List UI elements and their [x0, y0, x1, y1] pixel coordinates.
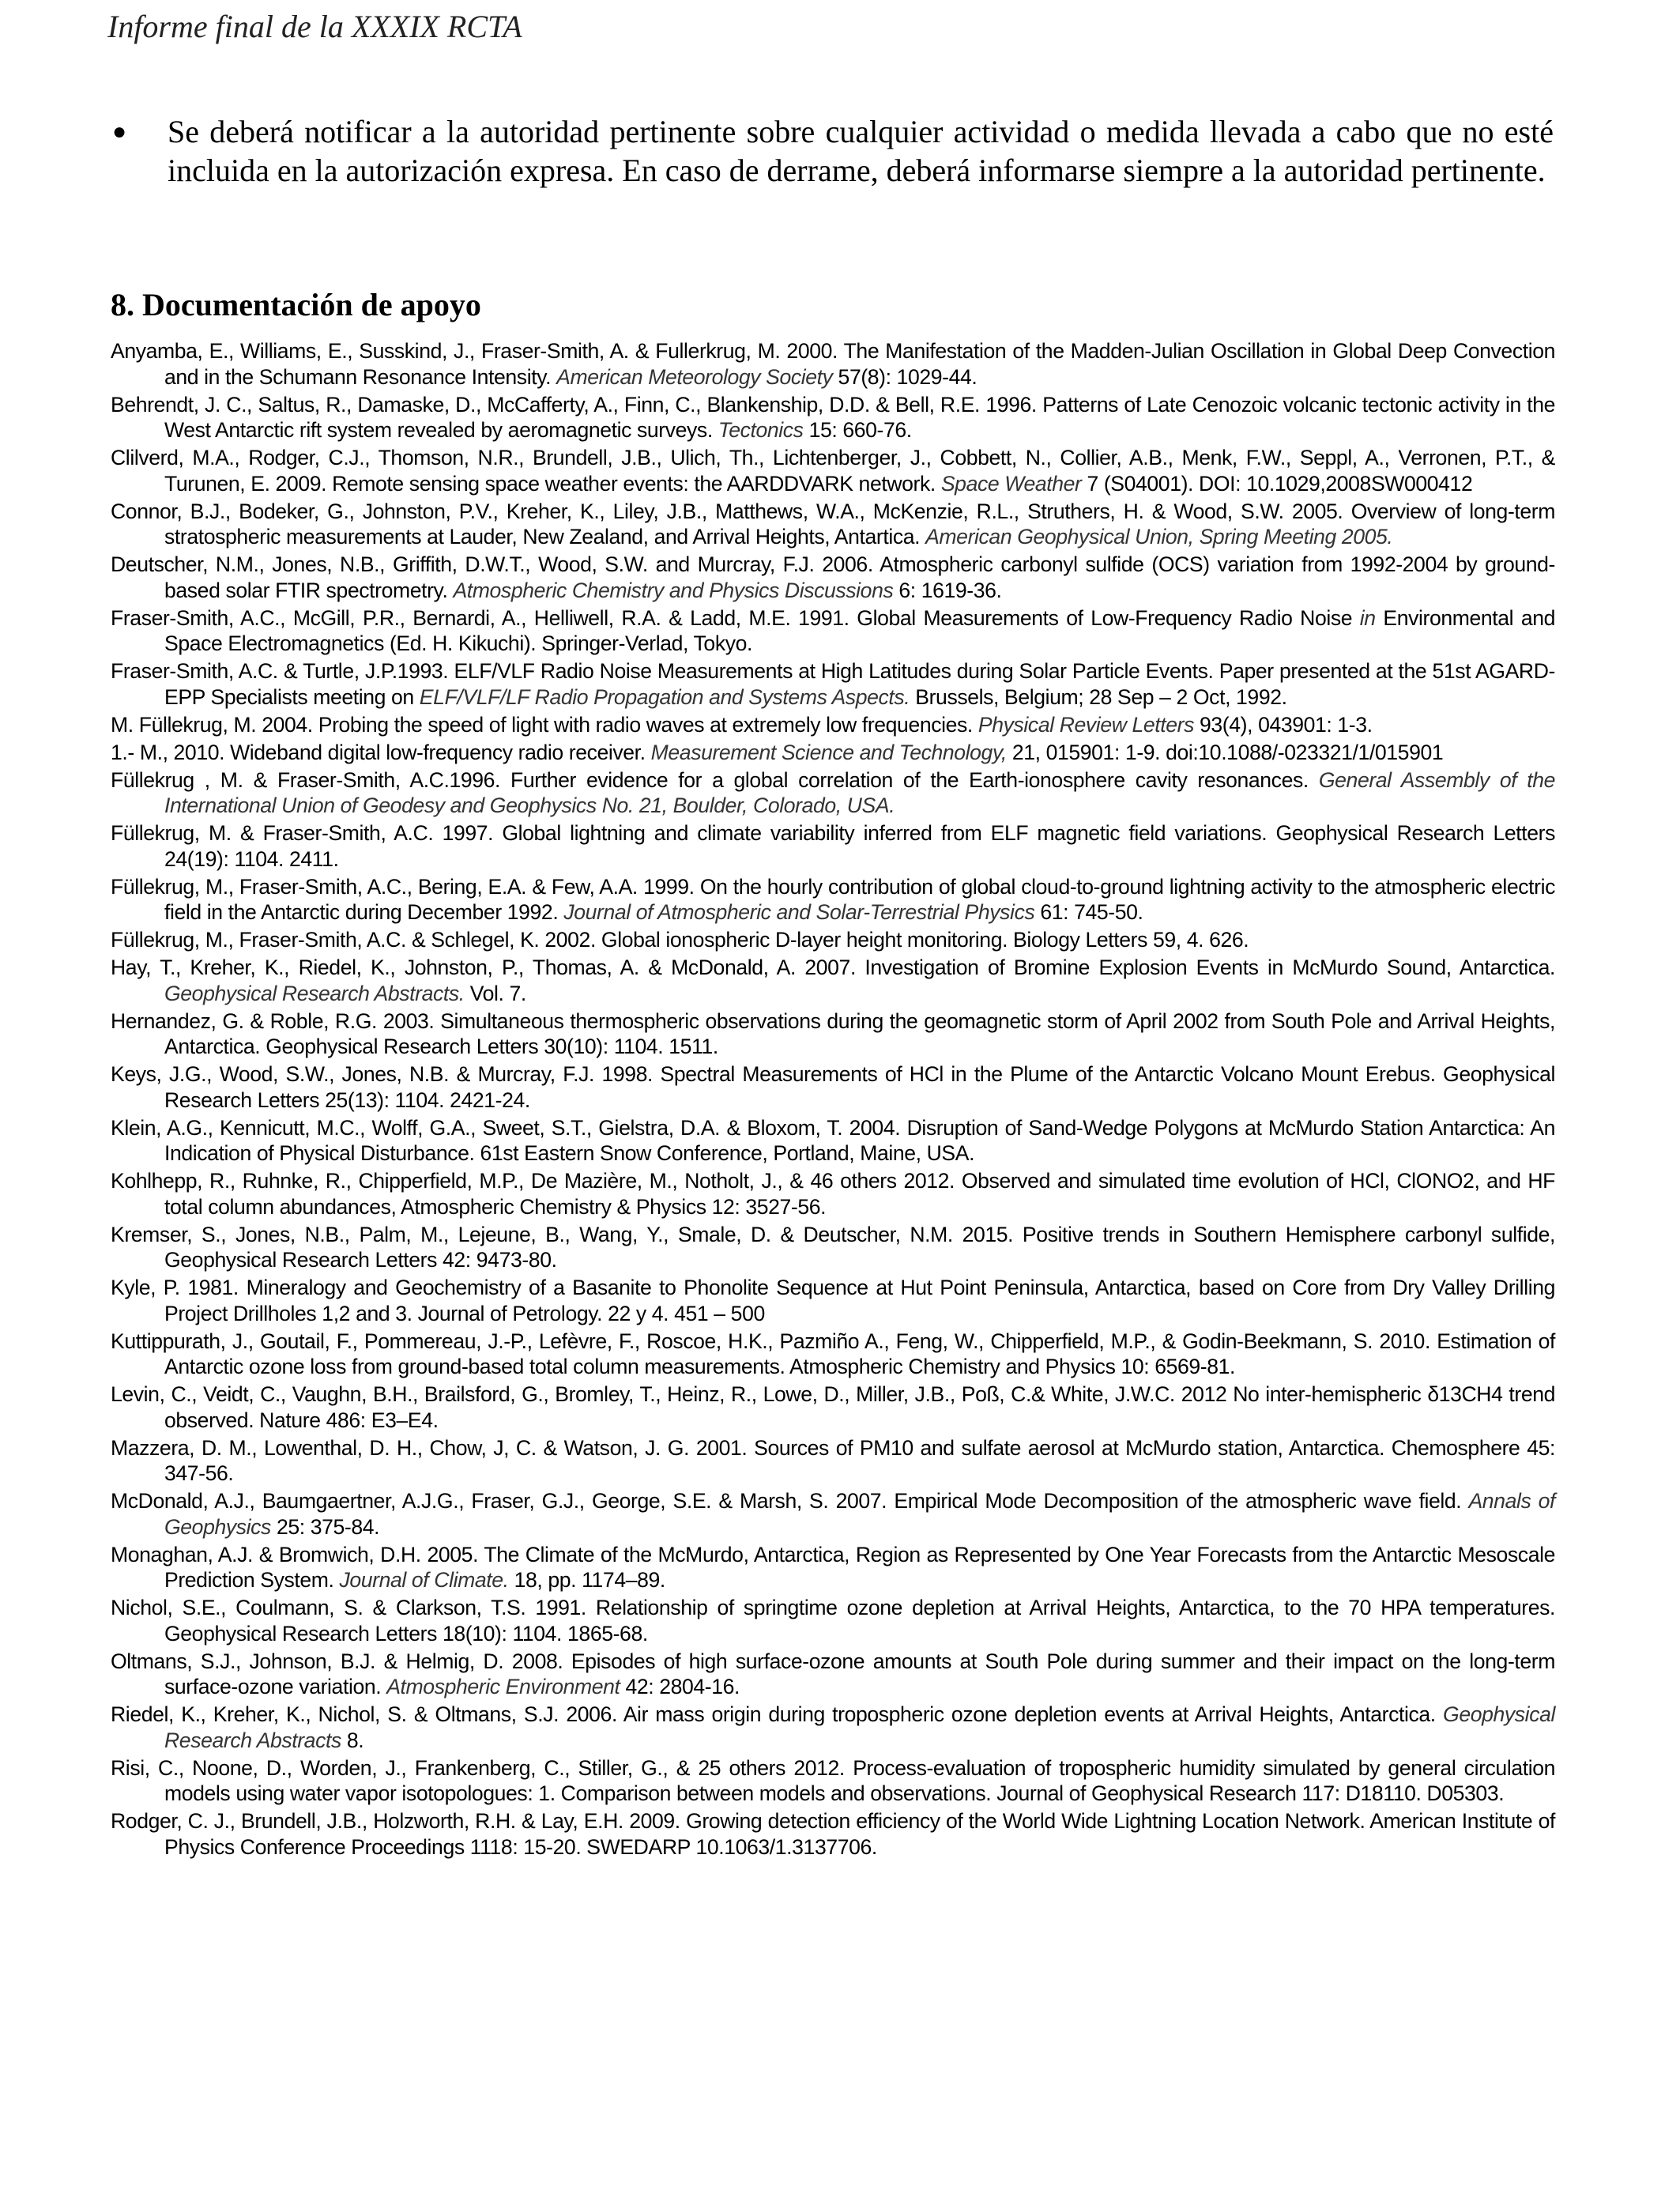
- reference-journal: in: [1359, 605, 1376, 630]
- reference-entry: [111, 605, 1555, 657]
- reference-text: Connor, B.J., Bodeker, G., Johnston, P.V., Kreher, K., Liley, J.B., Matthews, W.A., McKenzie, R.L., Struthers, H. & Wood, S.W. 2005. Overview of long-term stratospheric measurements at Lauder, New Zealand, and Arrival Heights, Antartica.: [111, 499, 1555, 548]
- reference-journal: Tectonics: [718, 418, 804, 442]
- reference-text: Monaghan, A.J. & Bromwich, D.H. 2005. The Climate of the McMurdo, Antarctica, Region as Represented by One Year Forecasts from the Antarctic Mesoscale Prediction System.: [111, 1542, 1555, 1592]
- reference-text: Nichol, S.E., Coulmann, S. & Clarkson, T.S. 1991. Relationship of springtime ozone depletion at Arrival Heights, Antarctica, to the 70 HPA temperatures. Geophysical Research Letters 18(10): 1104. 1865-68.: [111, 1596, 1555, 1646]
- reference-details: 21, 015901: 1-9. doi:10.1088/-023321/1/015901: [1006, 740, 1444, 764]
- reference-entry: [111, 445, 1555, 496]
- reference-entry: [111, 1329, 1555, 1380]
- bullet-paragraph: [107, 112, 1554, 190]
- bullet-text: Se deberá notificar a la autoridad pertinente sobre cualquier actividad o medida llevada a cabo que no esté incluida en la autorización expresa. En caso de derrame, deberá informarse siempre a la autoridad pertinente.: [168, 114, 1554, 188]
- reference-text: Behrendt, J. C., Saltus, R., Damaske, D., McCafferty, A., Finn, C., Blankenship, D.D. & Bell, R.E. 1996. Patterns of Late Cenozoic volcanic tectonic activity in the West Antarctic rift system revealed by aeromagnetic surveys.: [111, 392, 1555, 442]
- reference-journal: American Meteorology Society: [556, 364, 833, 389]
- reference-entry: [111, 1061, 1555, 1113]
- reference-entry: [111, 1542, 1555, 1593]
- reference-entry: [111, 1808, 1555, 1860]
- reference-journal: Atmospheric Chemistry and Physics Discussions: [453, 578, 894, 602]
- reference-entry: [111, 338, 1555, 390]
- reference-details: 15: 660-76.: [803, 418, 912, 442]
- reference-text: Kohlhepp, R., Ruhnke, R., Chipperfield, M.P., De Mazière, M., Notholt, J., & 46 others 2012. Observed and simulated time evolution of HCl, ClONO2, and HF total column abundances, Atmospheric Chemistry & Physics 12: 3527-56.: [111, 1169, 1555, 1219]
- reference-entry: [111, 1488, 1555, 1540]
- reference-text: 1.- M., 2010. Wideband digital low-frequency radio receiver.: [111, 740, 651, 764]
- reference-text: Kyle, P. 1981. Mineralogy and Geochemistry of a Basanite to Phonolite Sequence at Hut Point Peninsula, Antarctica, based on Core from Dry Valley Drilling Project Drillholes 1,2 and 3. Journal of Petrology. 22 y 4. 451 – 500: [111, 1276, 1555, 1325]
- reference-text: Keys, J.G., Wood, S.W., Jones, N.B. & Murcray, F.J. 1998. Spectral Measurements of HCl in the Plume of the Antarctic Volcano Mount Erebus. Geophysical Research Letters 25(13): 1104. 2421-24.: [111, 1062, 1555, 1112]
- reference-list: [111, 338, 1555, 1862]
- reference-entry: [111, 1702, 1555, 1753]
- reference-details: 42: 2804-16.: [620, 1675, 740, 1698]
- reference-journal: Measurement Science and Technology,: [650, 740, 1007, 764]
- reference-entry: [111, 1115, 1555, 1167]
- reference-text: Füllekrug , M. & Fraser-Smith, A.C.1996. Further evidence for a global correlation of the Earth-ionosphere cavity resonances.: [111, 767, 1319, 792]
- reference-details: 6: 1619-36.: [893, 578, 1002, 602]
- reference-entry: [111, 1168, 1555, 1220]
- reference-details: Brussels, Belgium; 28 Sep – 2 Oct, 1992.: [910, 684, 1287, 709]
- reference-entry: [111, 1435, 1555, 1487]
- reference-details: 18, pp. 1174–89.: [508, 1568, 665, 1592]
- reference-details: Vol. 7.: [464, 981, 526, 1005]
- reference-text: Fraser-Smith, A.C., McGill, P.R., Bernardi, A., Helliwell, R.A. & Ladd, M.E. 1991. Global Measurements of Low-Frequency Radio Noise: [111, 605, 1360, 630]
- reference-text: Levin, C., Veidt, C., Vaughn, B.H., Brailsford, G., Bromley, T., Heinz, R., Lowe, D., Miller, J.B., Poß, C.& White, J.W.C. 2012 No inter-hemispheric δ13CH4 trend observed. Nature 486: E3–E4.: [111, 1382, 1555, 1432]
- reference-text: McDonald, A.J., Baumgaertner, A.J.G., Fraser, G.J., George, S.E. & Marsh, S. 2007. Empirical Mode Decomposition of the atmospheric wave field.: [111, 1489, 1469, 1513]
- reference-entry: [111, 1222, 1555, 1273]
- reference-entry: [111, 874, 1555, 925]
- reference-entry: [111, 712, 1555, 738]
- reference-text: Hay, T., Kreher, K., Riedel, K., Johnston, P., Thomas, A. & McDonald, A. 2007. Investigation of Bromine Explosion Events in McMurdo Sound, Antarctica.: [111, 956, 1555, 979]
- reference-details: 57(8): 1029-44.: [832, 364, 977, 389]
- reference-entry: [111, 1649, 1555, 1700]
- reference-text: M. Füllekrug, M. 2004. Probing the speed of light with radio waves at extremely low frequencies.: [111, 712, 978, 737]
- reference-journal: ELF/VLF/LF Radio Propagation and Systems Aspects.: [419, 684, 910, 709]
- reference-journal: Geophysical Research Abstracts: [164, 1702, 1555, 1752]
- reference-entry: [111, 552, 1555, 603]
- reference-text: Oltmans, S.J., Johnson, B.J. & Helmig, D. 2008. Episodes of high surface-ozone amounts at South Pole during summer and their impact on the long-term surface-ozone variation.: [111, 1649, 1555, 1698]
- section-title: 8. Documentación de apoyo: [111, 287, 481, 322]
- reference-entry: [111, 1755, 1555, 1807]
- bullet-icon: ●: [112, 119, 127, 145]
- reference-text: Clilverd, M.A., Rodger, C.J., Thomson, N.R., Brundell, J.B., Ulich, Th., Lichtenberger, J., Cobbett, N., Collier, A.B., Menk, F.W., Seppl, A., Verronen, P.T., & Turunen, E. 2009. Remote sensing space weather events: the AARDDVARK network.: [111, 446, 1555, 496]
- reference-entry: [111, 740, 1555, 766]
- reference-entry: [111, 767, 1555, 819]
- reference-journal: Physical Review Letters: [977, 712, 1195, 737]
- reference-details: 8.: [341, 1728, 364, 1752]
- reference-details: 25: 375-84.: [270, 1514, 380, 1539]
- reference-text: Riedel, K., Kreher, K., Nichol, S. & Oltmans, S.J. 2006. Air mass origin during tropospheric ozone depletion events at Arrival Heights, Antarctica.: [111, 1702, 1444, 1726]
- reference-entry: [111, 1595, 1555, 1646]
- reference-entry: [111, 392, 1555, 443]
- reference-text: Mazzera, D. M., Lowenthal, D. H., Chow, J, C. & Watson, J. G. 2001. Sources of PM10 and sulfate aerosol at McMurdo station, Antarctica. Chemosphere 45: 347-56.: [111, 1435, 1555, 1485]
- reference-entry: [111, 658, 1555, 710]
- reference-text: Kremser, S., Jones, N.B., Palm, M., Lejeune, B., Wang, Y., Smale, D. & Deutscher, N.M. 2015. Positive trends in Southern Hemisphere carbonyl sulfide, Geophysical Research Letters 42: 9473-80.: [111, 1222, 1555, 1272]
- reference-journal: Journal of Atmospheric and Solar-Terrestrial Physics: [563, 900, 1035, 924]
- reference-journal: Annals of Geophysics: [164, 1489, 1555, 1539]
- reference-details: Environmental and Space Electromagnetics (Ed. H. Kikuchi). Springer-Verlad, Tokyo.: [164, 605, 1555, 655]
- reference-entry: [111, 927, 1555, 953]
- reference-text: Füllekrug, M., Fraser-Smith, A.C., Bering, E.A. & Few, A.A. 1999. On the hourly contribution of global cloud-to-ground lightning activity to the atmospheric electric field in the Antarctic during December 1992.: [111, 874, 1555, 924]
- reference-entry: [111, 955, 1555, 1006]
- reference-text: Hernandez, G. & Roble, R.G. 2003. Simultaneous thermospheric observations during the geomagnetic storm of April 2002 from South Pole and Arrival Heights, Antarctica. Geophysical Research Letters 30(10): 1104. 1511.: [111, 1008, 1555, 1058]
- running-header: Informe final de la XXXIX RCTA: [107, 9, 522, 44]
- reference-text: Risi, C., Noone, D., Worden, J., Frankenberg, C., Stiller, G., & 25 others 2012. Process-evaluation of tropospheric humidity simulated by general circulation models using water vapor isotopologues: 1. Comparison between models and observations. Journal of Geophysical Research 117: D18110. D05303.: [111, 1755, 1555, 1805]
- reference-journal: Journal of Climate.: [339, 1568, 509, 1592]
- reference-details: 93(4), 043901: 1-3.: [1194, 712, 1373, 737]
- reference-entry: [111, 1008, 1555, 1060]
- reference-entry: [111, 1382, 1555, 1433]
- reference-text: Deutscher, N.M., Jones, N.B., Griffith, D.W.T., Wood, S.W. and Murcray, F.J. 2006. Atmospheric carbonyl sulfide (OCS) variation from 1992-2004 by ground-based solar FTIR spectrometry.: [111, 552, 1555, 602]
- reference-text: Füllekrug, M. & Fraser-Smith, A.C. 1997. Global lightning and climate variability inferred from ELF magnetic field variations. Geophysical Research Letters 24(19): 1104. 2411.: [111, 821, 1555, 871]
- reference-journal: Space Weather: [940, 471, 1082, 496]
- reference-details: 61: 745-50.: [1034, 900, 1143, 924]
- reference-text: Klein, A.G., Kennicutt, M.C., Wolff, G.A., Sweet, S.T., Gielstra, D.A. & Bloxom, T. 2004. Disruption of Sand-Wedge Polygons at McMurdo Station Antarctica: An Indication of Physical Disturbance. 61st Eastern Snow Conference, Portland, Maine, USA.: [111, 1115, 1555, 1165]
- reference-entry: [111, 1275, 1555, 1326]
- reference-journal: Geophysical Research Abstracts.: [164, 981, 465, 1005]
- reference-journal: American Geophysical Union, Spring Meeting 2005.: [925, 525, 1393, 548]
- reference-journal: Atmospheric Environment: [386, 1675, 620, 1698]
- reference-text: Kuttippurath, J., Goutail, F., Pommereau, J.-P., Lefèvre, F., Roscoe, H.K., Pazmiño A., Feng, W., Chipperfield, M.P., & Godin-Beekmann, S. 2010. Estimation of Antarctic ozone loss from ground-based total column measurements. Atmospheric Chemistry and Physics 10: 6569-81.: [111, 1329, 1555, 1378]
- reference-entry: [111, 499, 1555, 550]
- reference-text: Rodger, C. J., Brundell, J.B., Holzworth, R.H. & Lay, E.H. 2009. Growing detection efficiency of the World Wide Lightning Location Network. American Institute of Physics Conference Proceedings 1118: 15-20. SWEDARP 10.1063/1.3137706.: [111, 1809, 1555, 1859]
- reference-text: Anyamba, E., Williams, E., Susskind, J., Fraser-Smith, A. & Fullerkrug, M. 2000. The Manifestation of the Madden-Julian Oscillation in Global Deep Convection and in the Schumann Resonance Intensity.: [111, 339, 1555, 389]
- reference-entry: [111, 820, 1555, 872]
- reference-text: Füllekrug, M., Fraser-Smith, A.C. & Schlegel, K. 2002. Global ionospheric D-layer height monitoring. Biology Letters 59, 4. 626.: [111, 928, 1249, 952]
- reference-text: Fraser-Smith, A.C. & Turtle, J.P.1993. ELF/VLF Radio Noise Measurements at High Latitudes during Solar Particle Events. Paper presented at the 51st AGARD-EPP Specialists meeting on: [111, 659, 1555, 709]
- reference-journal: General Assembly of the International Union of Geodesy and Geophysics No. 21, Boulder, Colorado, USA.: [164, 767, 1555, 817]
- reference-details: 7 (S04001). DOI: 10.1029,2008SW000412: [1081, 471, 1473, 496]
